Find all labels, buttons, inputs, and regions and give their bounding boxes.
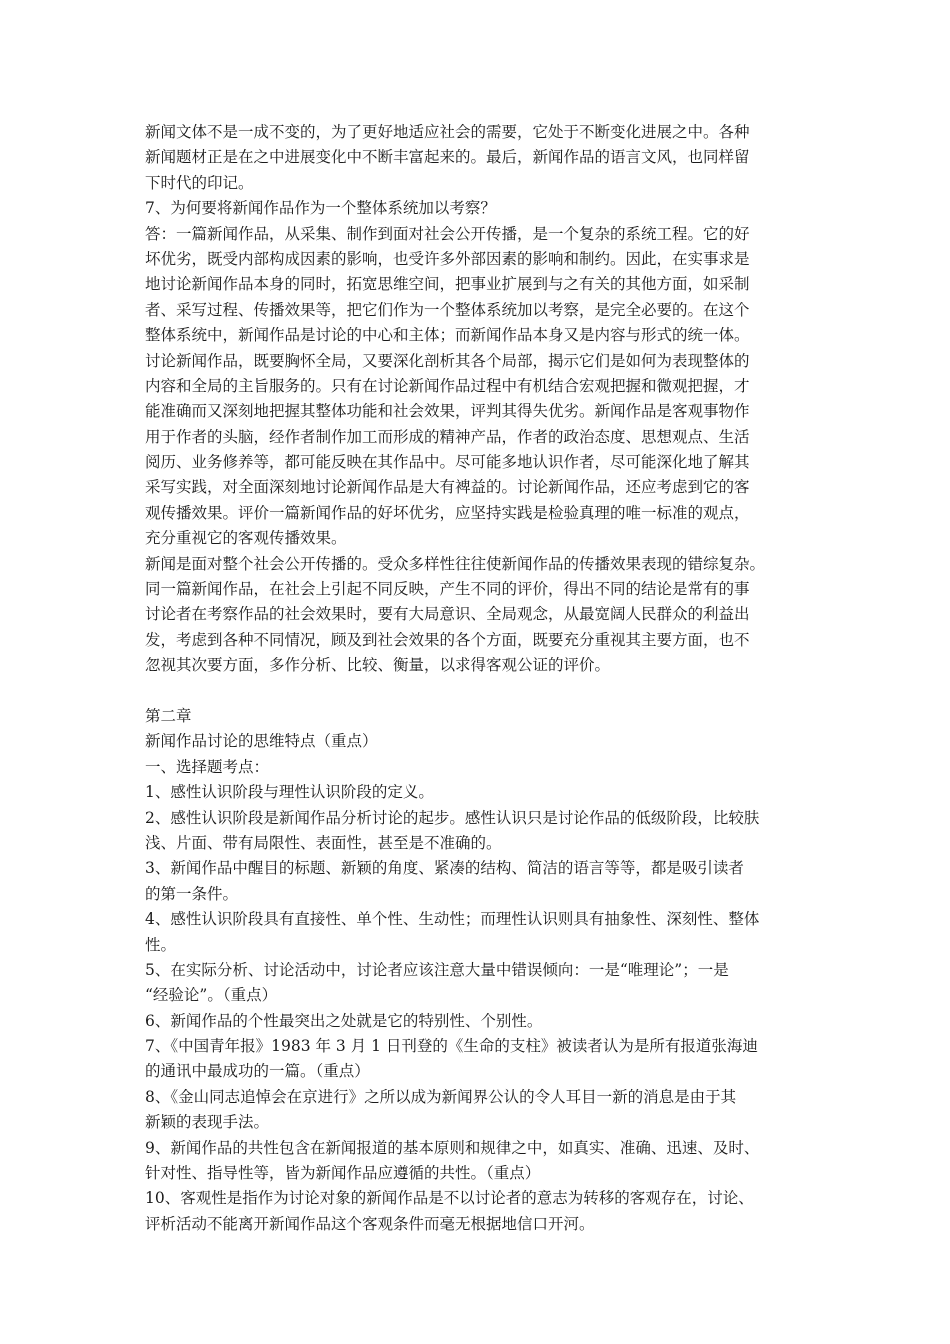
- text-line: 整体系统中，新闻作品是讨论的中心和主体；而新闻作品本身又是内容与形式的统一体。: [145, 326, 750, 345]
- text-line: 9、新闻作品的共性包含在新闻报道的基本原则和规律之中，如真实、准确、迅速、及时、: [145, 1138, 760, 1157]
- text-line: 8、《金山同志追悼会在京进行》之所以成为新闻界公认的令人耳目一新的消息是由于其: [145, 1087, 737, 1106]
- text-line: 浅、片面、带有局限性、表面性，甚至是不准确的。: [145, 833, 502, 852]
- text-line: 地讨论新闻作品本身的同时，拓宽思维空间，把事业扩展到与之有关的其他方面，如采制: [145, 275, 750, 294]
- text-line: 同一篇新闻作品，在社会上引起不同反映，产生不同的评价，得出不同的结论是常有的事: [145, 580, 750, 599]
- text-line: 新颖的表现手法。: [145, 1113, 270, 1132]
- text-line: 内容和全局的主旨服务的。只有在讨论新闻作品过程中有机结合宏观把握和微观把握，才: [145, 376, 750, 395]
- text-line: 6、新闻作品的个性最突出之处就是它的特别性、个别性。: [145, 1011, 543, 1030]
- text-line: 采写实践，对全面深刻地讨论新闻作品是大有裨益的。讨论新闻作品，还应考虑到它的客: [145, 478, 750, 497]
- text-line: 2、感性认识阶段是新闻作品分析讨论的起步。感性认识只是讨论作品的低级阶段，比较肤: [145, 808, 760, 827]
- text-line: 的第一条件。: [145, 884, 239, 903]
- text-line: 下时代的印记。: [145, 173, 254, 192]
- text-line: 3、新闻作品中醒目的标题、新颖的角度、紧凑的结构、简洁的语言等等，都是吸引读者: [145, 859, 744, 878]
- text-line: 的通讯中最成功的一篇。（重点）: [145, 1062, 370, 1081]
- text-line: 第二章: [145, 706, 192, 725]
- text-line: 10、客观性是指作为讨论对象的新闻作品是不以讨论者的意志为转移的客观存在，讨论、: [145, 1189, 754, 1208]
- text-line: 答：一篇新闻作品，从采集、制作到面对社会公开传播，是一个复杂的系统工程。它的好: [145, 224, 750, 243]
- text-line: 能准确而又深刻地把握其整体功能和社会效果，评判其得失优劣。新闻作品是客观事物作: [145, 402, 750, 421]
- text-line: 1、感性认识阶段与理性认识阶段的定义。: [145, 783, 434, 802]
- text-line: 坏优劣，既受内部构成因素的影响，也受许多外部因素的影响和制约。因此，在实事求是: [145, 249, 750, 268]
- text-line: 7、《中国青年报》1983 年 3 月 1 日刊登的《生命的支柱》被读者认为是所有报道张海迪: [145, 1037, 758, 1056]
- text-line: 讨论新闻作品，既要胸怀全局，又要深化剖析其各个局部，揭示它们是如何为表现整体的: [145, 351, 750, 370]
- text-line: 充分重视它的客观传播效果。: [145, 529, 347, 548]
- blank-line: [145, 679, 815, 704]
- text-line: 一、选择题考点：: [145, 757, 270, 776]
- text-line: 新闻作品讨论的思维特点（重点）: [145, 732, 378, 751]
- text-line: 评析活动不能离开新闻作品这个客观条件而毫无根据地信口开河。: [145, 1214, 595, 1233]
- text-line: “经验论”。（重点）: [145, 986, 278, 1005]
- text-line: 新闻是面对整个社会公开传播的。受众多样性往往使新闻作品的传播效果表现的错综复杂。: [145, 554, 766, 573]
- text-line: 发，考虑到各种不同情况，顾及到社会效果的各个方面，既要充分重视其主要方面，也不: [145, 630, 750, 649]
- text-line: 性。: [145, 935, 177, 954]
- text-line: 阅历、业务修养等，都可能反映在其作品中。尽可能多地认识作者，尽可能深化地了解其: [145, 453, 750, 472]
- document-body: [145, 120, 815, 1237]
- text-line: 讨论者在考察作品的社会效果时，要有大局意识、全局观念，从最宽阔人民群众的利益出: [145, 605, 750, 624]
- text-line: 针对性、指导性等，皆为新闻作品应遵循的共性。（重点）: [145, 1164, 541, 1183]
- text-line: 用于作者的头脑，经作者制作加工而形成的精神产品，作者的政治态度、思想观点、生活: [145, 427, 750, 446]
- text-line: 5、在实际分析、讨论活动中，讨论者应该注意大量中错误倾向：一是“唯理论”；一是: [145, 960, 729, 979]
- text-line: 4、感性认识阶段具有直接性、单个性、生动性；而理性认识则具有抽象性、深刻性、整体: [145, 910, 760, 929]
- text-line: 观传播效果。评价一篇新闻作品的好坏优劣，应坚持实践是检验真理的唯一标准的观点，: [145, 503, 750, 522]
- text-line: 7、为何要将新闻作品作为一个整体系统加以考察？: [145, 199, 496, 218]
- text-line: 忽视其次要方面，多作分析、比较、衡量，以求得客观公证的评价。: [145, 656, 611, 675]
- text-line: 新闻文体不是一成不变的，为了更好地适应社会的需要，它处于不断变化进展之中。各种: [145, 123, 750, 141]
- text-line: 新闻题材正是在之中进展变化中不断丰富起来的。最后，新闻作品的语言文风，也同样留: [145, 148, 750, 167]
- text-line: 者、采写过程、传播效果等，把它们作为一个整体系统加以考察，是完全必要的。在这个: [145, 300, 750, 319]
